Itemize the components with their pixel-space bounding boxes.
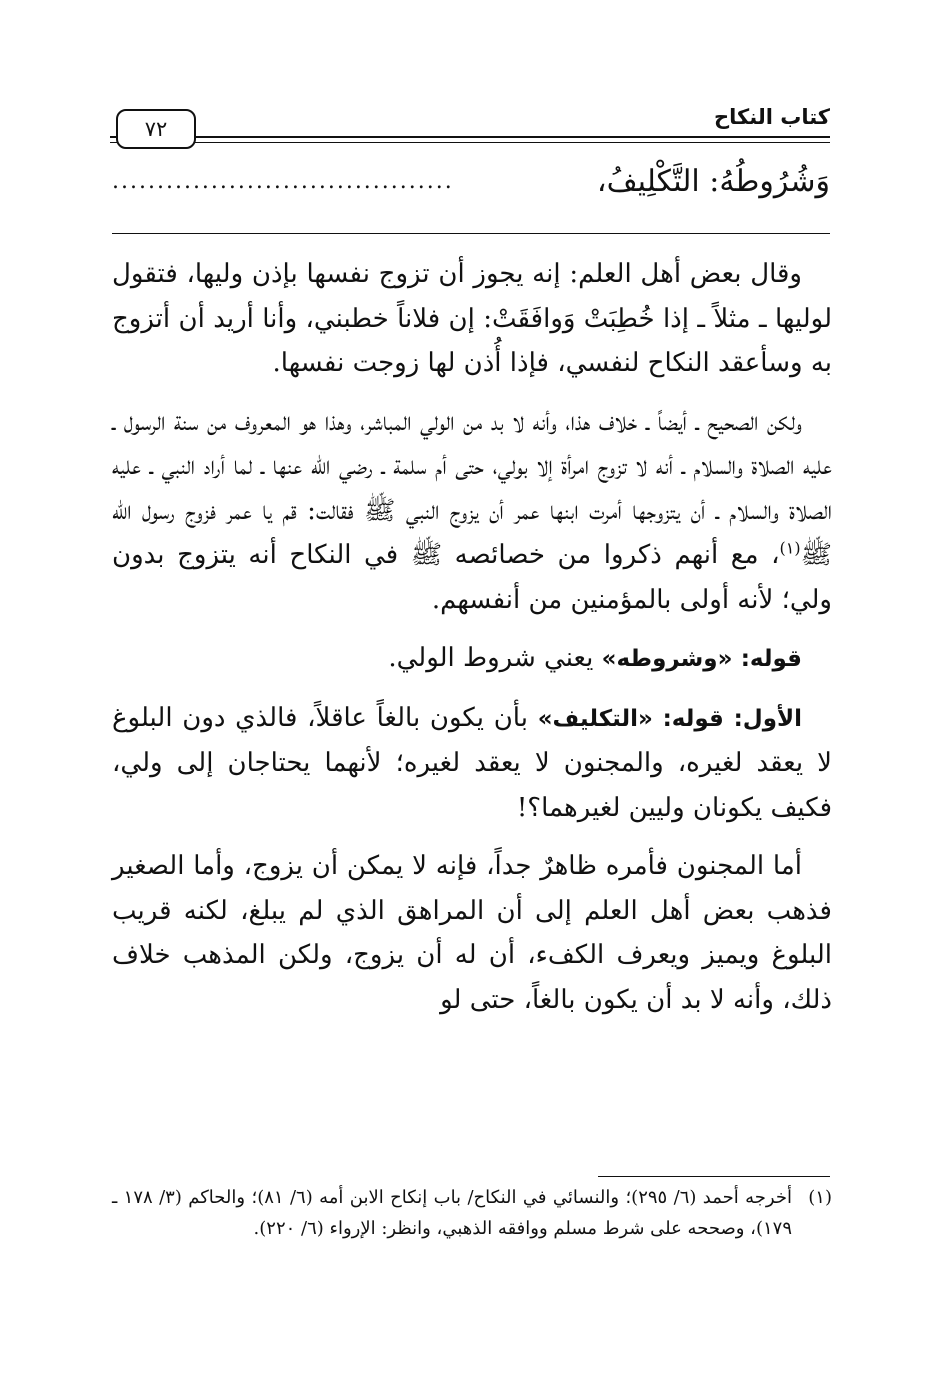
explanation bbox=[112, 696, 832, 831]
commentary-body bbox=[112, 252, 832, 1036]
paragraph: أما المجنون فأمره ظاهرٌ جداً، فإنه لا يمكن أن يزوج، وأما الصغير فذهب بعض أهل العلم إلى أن المراهق الذي لم يبلغ، لكنه قريب البلوغ ويميز ويعرف الكفء، أن له أن يزوج، ولكن المذهب خلاف ذلك، وأنه لا بد أن يكون بالغاً، حتى لو bbox=[112, 851, 832, 1015]
paragraph-text: ولكن الصحيح ـ أيضاً ـ خلاف هذا، وأنه لا بد من الولي المباشر، وهذا هو المعروف من سنة الرسول ـ عليه الصلاة والسلام ـ أنه لا تزوج امرأة إلا بولي، حتى أم سلمة ـ رضي الله عنها ـ لما أراد النبي ـ عليه الصلاة والسلام ـ أن يتزوجها أمرت ابنها عمر أن يزوج النبي ﷺ فقالت: قم يا عمر فزوج رسول الله ﷺ bbox=[112, 406, 832, 570]
footnote-reference[interactable]: (١) bbox=[779, 538, 801, 558]
explanation bbox=[112, 636, 832, 682]
paragraph bbox=[112, 400, 832, 623]
explanation-text: بأن يكون بالغاً عاقلاً، فالذي دون البلوغ لا يعقد لغيره، والمجنون لا يعقد لغيره؛ لأنهما يحتاجان إلى ولي، فكيف يكونان وليين لغيرهما؟! bbox=[112, 702, 832, 823]
matn-dots: ...................................... bbox=[112, 169, 454, 194]
paragraph-text: ، مع أنهم ذكروا من خصائصه ﷺ في النكاح أنه يتزوج بدون ولي؛ لأنه أولى بالمؤمنين من أنفسهم. bbox=[112, 540, 832, 615]
explanation-quote: «التكليف» bbox=[537, 705, 653, 732]
header-rule-thin bbox=[110, 142, 830, 143]
footnotes bbox=[112, 1182, 832, 1244]
matn-text bbox=[112, 158, 830, 206]
footnote-divider bbox=[598, 1176, 830, 1177]
explanation-text: يعني شروط الولي. bbox=[388, 643, 594, 673]
explanation-quote: «وشروطه» bbox=[601, 646, 733, 672]
footnote-number: (١) bbox=[808, 1187, 832, 1208]
explanation-label: قوله: bbox=[740, 646, 802, 672]
book-title: كتاب النكاح bbox=[714, 105, 830, 129]
footnote-text: أخرجه أحمد (٦/ ٢٩٥)؛ والنسائي في النكاح/ باب إنكاح الابن أمه (٦/ ٨١)؛ والحاكم (٣/ ١٧٨ ـ ١٧٩)، وصححه على شرط مسلم ووافقه الذهبي، وانظر: الإرواء (٦/ ٢٢٠). bbox=[112, 1187, 792, 1239]
explanation-label: قوله: bbox=[662, 705, 724, 732]
footnote bbox=[112, 1182, 832, 1244]
matn-divider bbox=[112, 233, 830, 234]
header-rule bbox=[110, 136, 830, 138]
running-header bbox=[110, 105, 830, 145]
page-number: ٧٢ bbox=[116, 109, 196, 149]
matn-quote: وَشُرُوطُهُ: التَّكْلِيفُ، bbox=[596, 164, 830, 199]
paragraph: وقال بعض أهل العلم: إنه يجوز أن تزوج نفسها بإذن وليها، فتقول لوليها ـ مثلاً ـ إذا خُطِبَتْ وَوافَقَتْ: إن فلاناً خطبني، وأنا أريد أن أتزوج به وسأعقد النكاح لنفسي، فإذا أُذن لها زوجت نفسها. bbox=[112, 259, 832, 378]
explanation-prefix: الأول: bbox=[733, 705, 803, 732]
